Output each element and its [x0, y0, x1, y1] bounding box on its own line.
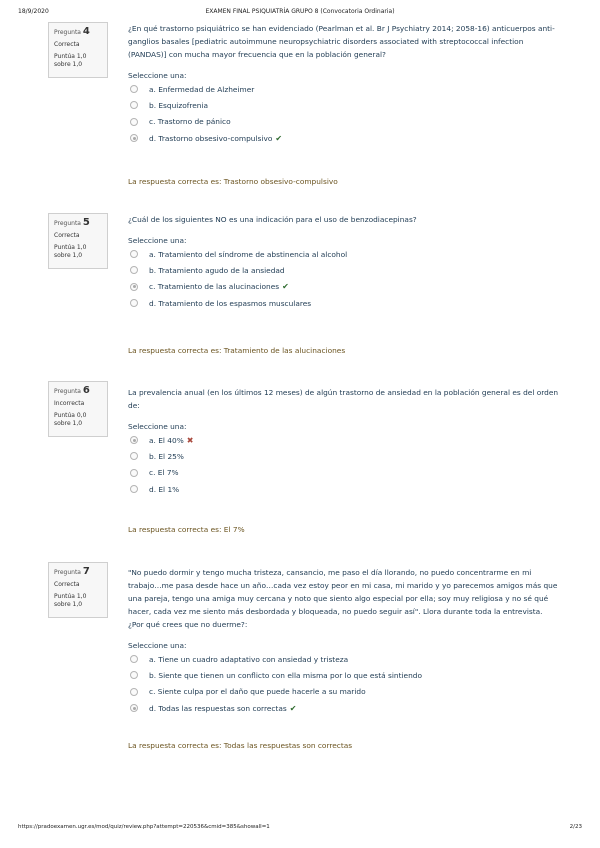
- radio-button[interactable]: [130, 85, 138, 93]
- answer-label: a. El 40%: [149, 435, 184, 445]
- question-label: Pregunta: [54, 220, 81, 227]
- answer-label: d. El 1%: [149, 484, 180, 494]
- correct-answer-feedback: La respuesta correcta es: Trastorno obsesivo-compulsivo: [128, 177, 338, 186]
- correct-check-icon: ✔: [275, 133, 283, 143]
- radio-button[interactable]: [130, 118, 138, 126]
- question-label: Pregunta: [54, 569, 81, 576]
- radio-button[interactable]: [130, 655, 138, 663]
- answer-prompt: Seleccione una:: [128, 71, 187, 80]
- question-state: Correcta: [54, 231, 80, 239]
- answer-option[interactable]: [128, 481, 560, 497]
- answer-option[interactable]: [128, 246, 560, 262]
- radio-button[interactable]: [130, 671, 138, 679]
- radio-button-selected[interactable]: [130, 134, 138, 142]
- question-score: Puntúa 1,0: [54, 52, 87, 60]
- question-text: La prevalencia anual (en los últimos 12 meses) de algún trastorno de ansiedad en la población general es del orden de:: [128, 388, 559, 410]
- radio-button[interactable]: [130, 688, 138, 696]
- radio-button-selected[interactable]: [130, 704, 138, 712]
- answer-option[interactable]: [128, 700, 560, 716]
- answer-option[interactable]: [128, 97, 560, 113]
- answer-label: b. Tratamiento agudo de la ansiedad: [149, 265, 285, 275]
- print-footer: [18, 824, 582, 834]
- incorrect-cross-icon: ✖: [186, 435, 194, 445]
- answer-prompt: Seleccione una:: [128, 641, 187, 650]
- question-max-score: sobre 1,0: [54, 419, 83, 427]
- print-header: [18, 8, 582, 20]
- answer-label: c. Tratamiento de las alucinaciones: [149, 282, 280, 292]
- question-score: Puntúa 1,0: [54, 592, 87, 600]
- question-content: [128, 386, 560, 497]
- answer-option[interactable]: [128, 448, 560, 464]
- question-text: "No puedo dormir y tengo mucha tristeza, cansancio, me paso el día llorando, no puedo concentrarme en mi trabajo…me pasa desde hace un año…cada vez estoy peor en mi casa, mi marido y yo parecemos amigos más que una pareja, tengo una amiga muy cercana y noto que siento algo especial por ella; soy muy religiosa y no sé qué hacer, cada vez me siento más desbordada y bloqueada, no puedo seguir así". Llora durante toda la entrevista. ¿Por qué crees que no duerme?:: [128, 568, 558, 629]
- radio-button[interactable]: [130, 485, 138, 493]
- question-label: Pregunta: [54, 388, 81, 395]
- question-info: [48, 562, 108, 618]
- answer-label: b. El 25%: [149, 451, 184, 461]
- print-date: 18/9/2020: [18, 8, 49, 15]
- answer-list: [128, 81, 560, 146]
- radio-button[interactable]: [130, 452, 138, 460]
- radio-button[interactable]: [130, 469, 138, 477]
- answer-option[interactable]: [128, 130, 560, 146]
- radio-button[interactable]: [130, 266, 138, 274]
- question-text: ¿Cuál de los siguientes NO es una indicación para el uso de benzodiacepinas?: [128, 215, 417, 224]
- question-number: 6: [82, 385, 90, 396]
- print-title: EXAMEN FINAL PSIQUIATRÍA GRUPO 8 (Convocatoria Ordinaria): [205, 8, 395, 15]
- answer-list: [128, 651, 560, 716]
- question-max-score: sobre 1,0: [54, 60, 83, 68]
- answer-list: [128, 246, 560, 311]
- radio-button-selected[interactable]: [130, 283, 138, 291]
- question-state: Correcta: [54, 580, 80, 588]
- answer-label: a. Tratamiento del síndrome de abstinencia al alcohol: [149, 249, 348, 259]
- answer-label: a. Enfermedad de Alzheimer: [149, 84, 255, 94]
- correct-answer-feedback: La respuesta correcta es: Tratamiento de las alucinaciones: [128, 346, 346, 355]
- question-content: [128, 22, 560, 146]
- answer-label: a. Tiene un cuadro adaptativo con ansiedad y tristeza: [149, 654, 349, 664]
- question-max-score: sobre 1,0: [54, 251, 83, 259]
- answer-label: d. Trastorno obsesivo-compulsivo: [149, 133, 273, 143]
- answer-label: b. Esquizofrenia: [149, 100, 209, 110]
- question-number: 5: [82, 217, 90, 228]
- answer-list: [128, 432, 560, 497]
- answer-label: b. Siente que tienen un conflicto con ella misma por lo que está sintiendo: [149, 670, 423, 680]
- question-number: 7: [82, 566, 90, 577]
- answer-option[interactable]: [128, 465, 560, 481]
- answer-prompt: Seleccione una:: [128, 422, 187, 431]
- radio-button[interactable]: [130, 299, 138, 307]
- question-number: 4: [82, 26, 90, 37]
- page-number: 2/23: [569, 824, 582, 830]
- answer-option[interactable]: [128, 114, 560, 130]
- answer-option[interactable]: [128, 651, 560, 667]
- answer-option[interactable]: [128, 432, 560, 448]
- correct-check-icon: ✔: [282, 282, 289, 292]
- correct-check-icon: ✔: [289, 703, 297, 713]
- answer-prompt: Seleccione una:: [128, 236, 187, 245]
- question-state: Incorrecta: [54, 399, 85, 407]
- question-content: [128, 213, 560, 311]
- radio-button[interactable]: [130, 101, 138, 109]
- answer-label: c. Siente culpa por el daño que puede hacerle a su marido: [149, 687, 366, 697]
- print-url: https://pradoexamen.ugr.es/mod/quiz/review.php?attempt=220536&cmid=385&showall=1: [18, 824, 270, 830]
- answer-option[interactable]: [128, 667, 560, 683]
- question-label: Pregunta: [54, 29, 81, 36]
- answer-option[interactable]: [128, 262, 560, 278]
- answer-option[interactable]: [128, 81, 560, 97]
- question-content: [128, 566, 560, 716]
- radio-button[interactable]: [130, 250, 138, 258]
- answer-option[interactable]: [128, 279, 560, 295]
- question-max-score: sobre 1,0: [54, 600, 83, 608]
- answer-label: d. Tratamiento de los espasmos musculares: [149, 298, 312, 308]
- question-score: Puntúa 1,0: [54, 243, 87, 251]
- answer-label: c. El 7%: [149, 468, 179, 478]
- correct-answer-feedback: La respuesta correcta es: Todas las respuestas son correctas: [128, 741, 353, 750]
- question-text: ¿En qué trastorno psiquiátrico se han evidenciado (Pearlman et al. Br J Psychiatry 2014; 2058-16) anticuerpos anti-ganglios basales [pediatric autoimmune neuropsychiatric disorders associated with streptococcal infection (PANDAS)] con mucha mayor frecuencia que en la población general?: [128, 24, 555, 59]
- answer-option[interactable]: [128, 295, 560, 311]
- question-info: [48, 22, 108, 78]
- answer-label: d. Todas las respuestas son correctas: [149, 703, 287, 713]
- question-score: Puntúa 0,0: [54, 411, 87, 419]
- question-state: Correcta: [54, 40, 80, 48]
- answer-label: c. Trastorno de pánico: [149, 117, 231, 127]
- answer-option[interactable]: [128, 684, 560, 700]
- correct-answer-feedback: La respuesta correcta es: El 7%: [128, 525, 245, 534]
- radio-button-selected[interactable]: [130, 436, 138, 444]
- question-info: [48, 381, 108, 437]
- question-info: [48, 213, 108, 269]
